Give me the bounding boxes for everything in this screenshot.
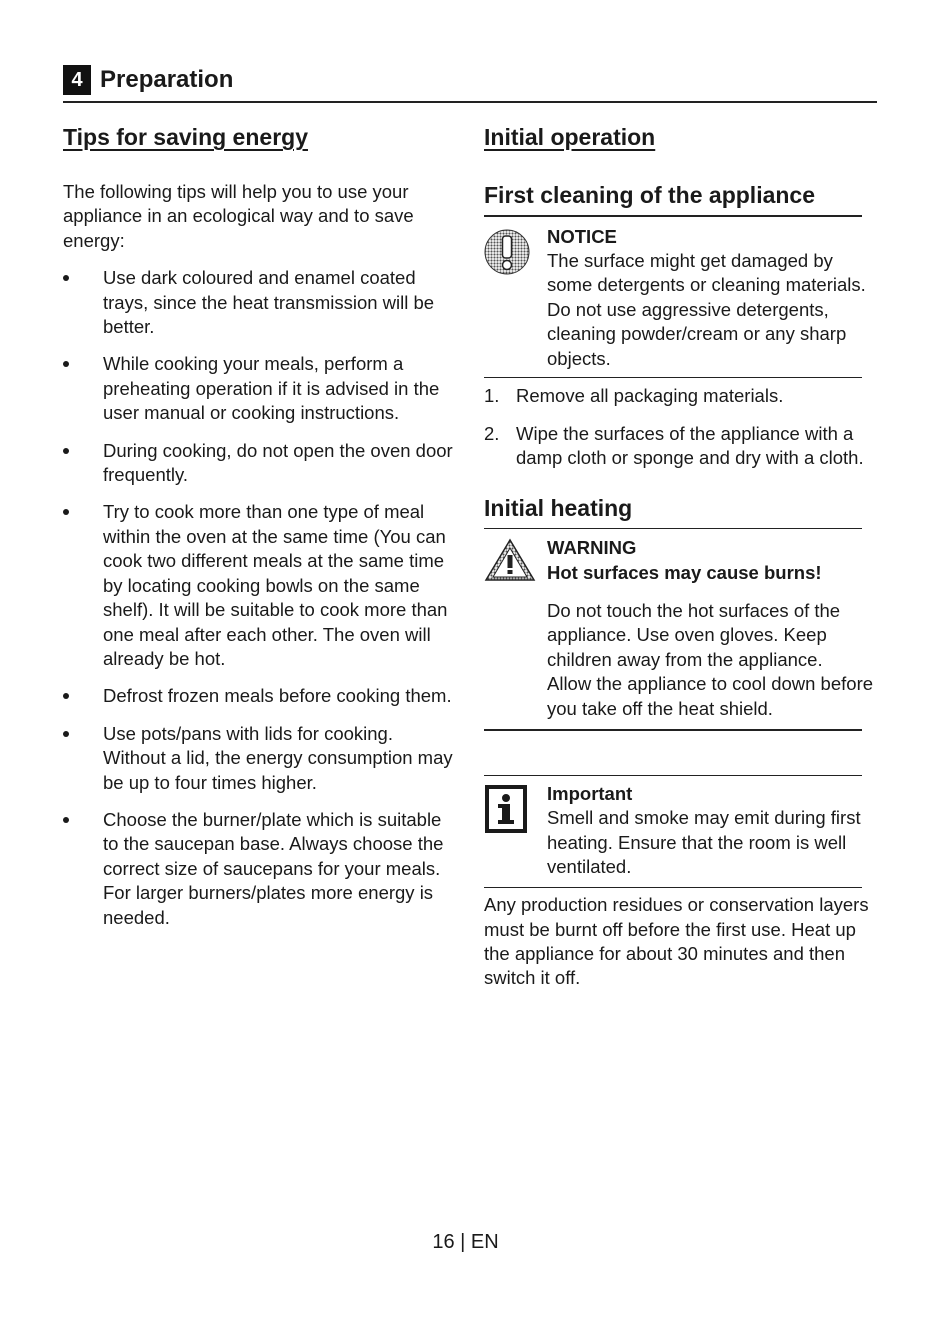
warning-box bbox=[484, 536, 879, 721]
cleaning-steps bbox=[484, 384, 879, 470]
list-item: Defrost frozen meals before cooking them. bbox=[63, 684, 453, 708]
bullet-icon bbox=[63, 509, 69, 515]
list-item: Try to cook more than one type of meal within the oven at the same time (You can cook two different meals at the same time by locating cooking bowls on the same shelf). It will be suitable to cook more than one meal after each other. The oven will already be hot. bbox=[63, 500, 453, 671]
initial-heating-text: Any production residues or conservation layers must be burnt off before the first use. Heat up the appliance for about 30 minutes and then switch it off. bbox=[484, 894, 869, 989]
important-text: Smell and smoke may emit during first heating. Ensure that the room is well ventilated. bbox=[547, 807, 861, 878]
list-item: Choose the burner/plate which is suitable to the saucepan base. Always choose the correct size of saucepans for your meals. For larger burners/plates more energy is needed. bbox=[63, 808, 453, 930]
divider bbox=[484, 729, 862, 731]
bullet-icon bbox=[63, 817, 69, 823]
list-item: While cooking your meals, perform a preheating operation if it is advised in the user manual or cooking instructions. bbox=[63, 352, 453, 425]
warning-heading: WARNING bbox=[547, 537, 637, 559]
initial-operation-section bbox=[484, 120, 879, 991]
important-box bbox=[484, 782, 879, 880]
chapter-title: Preparation bbox=[100, 66, 234, 93]
warning-triangle-icon bbox=[484, 538, 536, 588]
header-divider bbox=[63, 101, 877, 103]
warning-text: Do not touch the hot surfaces of the appliance. Use oven gloves. Keep children away from the appliance. bbox=[547, 599, 841, 670]
chapter-number-badge: 4 bbox=[63, 65, 91, 95]
list-item: During cooking, do not open the oven door frequently. bbox=[63, 439, 453, 488]
bullet-icon bbox=[63, 361, 69, 367]
info-icon bbox=[484, 784, 528, 840]
bullet-icon bbox=[63, 448, 69, 454]
subsection-title-initial-heating: Initial heating bbox=[484, 494, 633, 521]
energy-tips-section bbox=[63, 120, 453, 943]
notice-heading: NOTICE bbox=[547, 225, 617, 247]
list-item: Use dark coloured and enamel coated trays, since the heat transmission will be better. bbox=[63, 266, 453, 339]
exclamation-icon bbox=[484, 229, 530, 281]
bullet-icon bbox=[63, 275, 69, 281]
divider bbox=[484, 215, 862, 217]
warning-text: Allow the appliance to cool down before you take off the heat shield. bbox=[547, 673, 874, 719]
page-number: 16 | EN bbox=[432, 1231, 499, 1253]
section-title-energy: Tips for saving energy bbox=[63, 124, 308, 150]
bullet-icon bbox=[63, 731, 69, 737]
divider bbox=[484, 377, 862, 379]
warning-subheading: Hot surfaces may cause burns! bbox=[547, 561, 822, 583]
bullet-icon bbox=[63, 693, 69, 699]
list-item: 1. Remove all packaging materials. bbox=[484, 385, 784, 407]
divider bbox=[484, 775, 862, 777]
important-heading: Important bbox=[547, 783, 633, 804]
list-item: 2. Wipe the surfaces of the appliance with a damp cloth or sponge and dry with a cloth. bbox=[484, 422, 864, 469]
notice-text: Do not use aggressive detergents, cleaning powder/cream or any sharp objects. bbox=[547, 298, 847, 369]
subsection-title-first-cleaning: First cleaning of the appliance bbox=[484, 182, 816, 208]
divider bbox=[484, 528, 862, 530]
notice-box bbox=[484, 225, 879, 371]
energy-tips-list bbox=[63, 266, 453, 930]
section-title-initial-operation: Initial operation bbox=[484, 124, 656, 150]
energy-intro: The following tips will help you to use your appliance in an ecological way and to save energy: bbox=[63, 181, 414, 251]
divider bbox=[484, 887, 862, 889]
list-item: Use pots/pans with lids for cooking. Without a lid, the energy consumption may be up to four times higher. bbox=[63, 722, 453, 795]
notice-text: The surface might get damaged by some detergents or cleaning materials. bbox=[547, 249, 866, 296]
